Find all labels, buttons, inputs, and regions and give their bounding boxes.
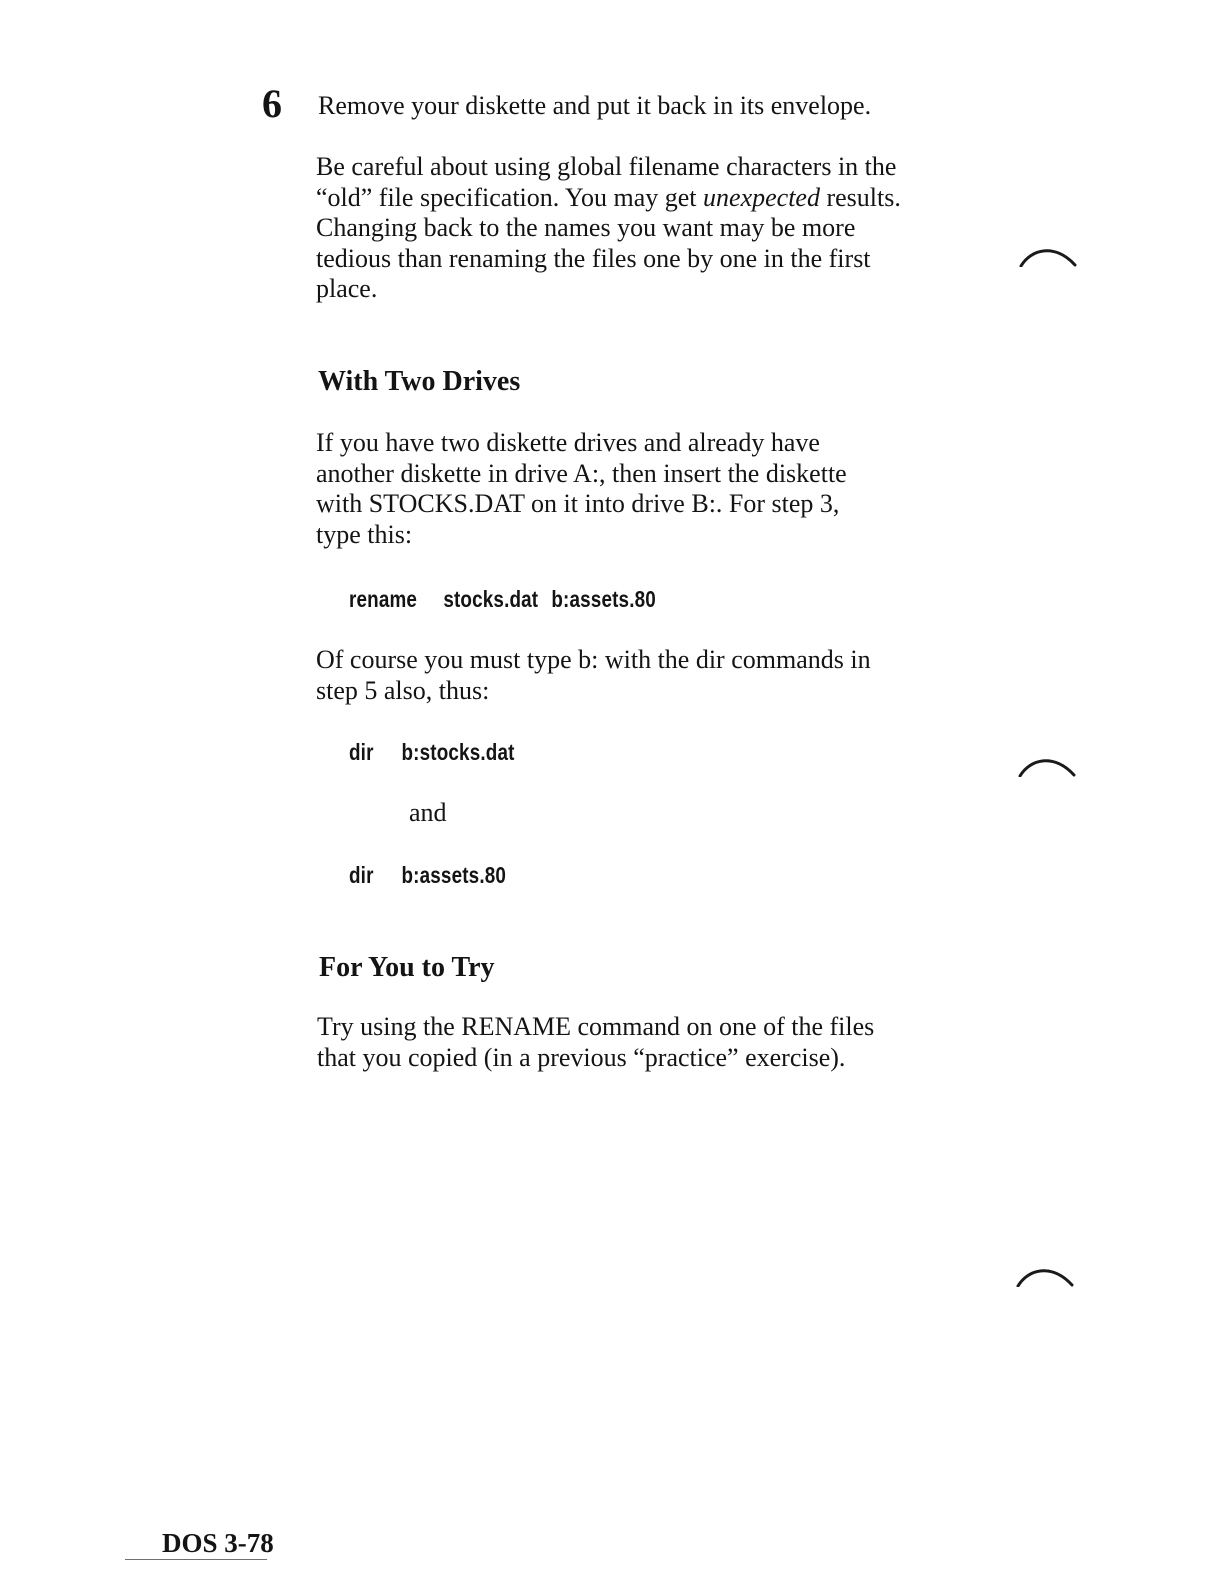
- caution-paragraph: [316, 152, 901, 305]
- rename-command-arg2: b:assets.80: [551, 586, 656, 612]
- dir-command-1: [349, 737, 515, 767]
- two-drives-line-3: with STOCKS.DAT on it into drive B:. For step 3,: [316, 489, 840, 518]
- caution-line-5: place.: [316, 274, 378, 303]
- section-heading-two-drives: With Two Drives: [318, 366, 521, 397]
- caution-line-2-suffix: results.: [819, 182, 901, 212]
- binder-tab-mark-icon: [1019, 245, 1077, 267]
- caution-line-2: [316, 183, 901, 214]
- dir-paragraph-line-1: Of course you must type b: with the dir commands in: [316, 645, 871, 674]
- caution-emphasis: unexpected: [703, 182, 820, 212]
- footer-rule: [125, 1559, 267, 1560]
- caution-line-4: tedious than renaming the files one by one in the first: [316, 243, 871, 273]
- caution-line-3: Changing back to the names you want may be more: [316, 213, 856, 242]
- page-footer: DOS 3-78: [162, 1528, 274, 1558]
- binder-tab-mark-icon: [1018, 755, 1076, 777]
- binder-tab-mark-icon: [1016, 1265, 1074, 1287]
- dir-command-2-arg: b:assets.80: [401, 862, 507, 888]
- try-paragraph: [317, 1012, 874, 1073]
- two-drives-paragraph: [316, 428, 847, 550]
- dir-paragraph: [316, 645, 871, 706]
- step-number: 6: [262, 81, 282, 126]
- dir-command-2-name: dir: [349, 862, 374, 888]
- dir-command-1-arg: b:stocks.dat: [401, 739, 515, 765]
- and-text: and: [409, 798, 447, 827]
- rename-command-name: rename: [349, 586, 418, 612]
- two-drives-line-2: another diskette in drive A:, then insert the diskette: [316, 458, 847, 488]
- try-line-1: Try using the RENAME command on one of the files: [317, 1012, 875, 1041]
- dir-command-2: [349, 860, 506, 890]
- step-text: Remove your diskette and put it back in its envelope.: [318, 91, 872, 120]
- dir-paragraph-line-2: step 5 also, thus:: [316, 675, 490, 705]
- caution-line-1: Be careful about using global filename characters in the: [316, 152, 897, 181]
- section-heading-try: For You to Try: [319, 952, 495, 983]
- rename-command-arg1: stocks.dat: [443, 586, 539, 612]
- caution-line-2-prefix: “old” file specification. You may get: [316, 182, 704, 212]
- rename-command: [349, 584, 656, 614]
- two-drives-line-4: type this:: [316, 519, 413, 549]
- dir-command-1-name: dir: [349, 739, 374, 765]
- try-line-2: that you copied (in a previous “practice” exercise).: [317, 1042, 846, 1072]
- two-drives-line-1: If you have two diskette drives and already have: [316, 428, 820, 457]
